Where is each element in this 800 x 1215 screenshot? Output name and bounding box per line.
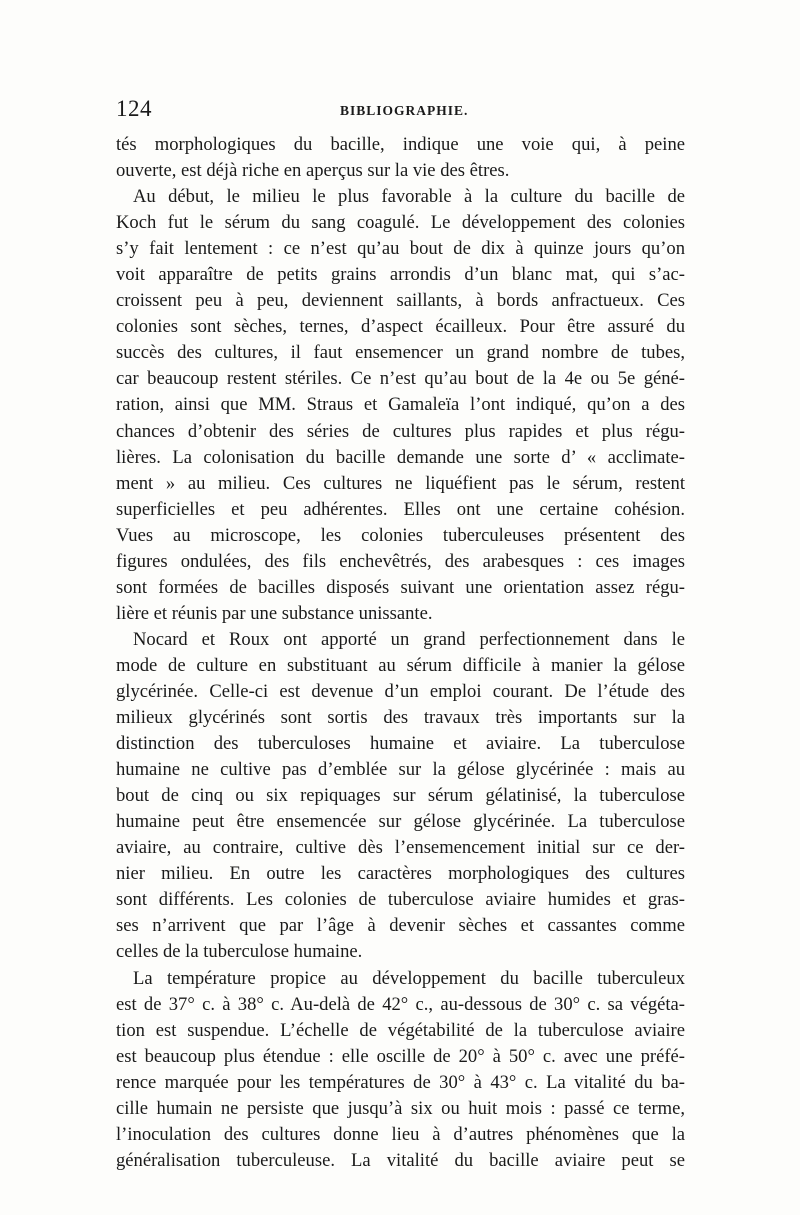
text-line: sont formées de bacilles disposés suivant une orientation assez régu- [116, 576, 685, 598]
text-line: rence marquée pour les températures de 30° à 43° c. La vitalité du ba- [116, 1071, 685, 1093]
text-line: superficielles et peu adhérentes. Elles ont une certaine cohésion. [116, 498, 685, 520]
text-line: croissent peu à peu, deviennent saillants, à bords anfractueux. Ces [116, 290, 685, 312]
text-line: sont différents. Les colonies de tuberculose aviaire humides et gras- [116, 889, 685, 911]
text-line: voit apparaître de petits grains arrondis d’un blanc mat, qui s’ac- [116, 264, 685, 286]
page-header [116, 96, 686, 126]
text-line: est de 37° c. à 38° c. Au-delà de 42° c., au-dessous de 30° c. sa végéta- [116, 993, 685, 1015]
text-line: mode de culture en substituant au sérum difficile à manier la gélose [116, 654, 685, 676]
text-line: succès des cultures, il faut ensemencer un grand nombre de tubes, [116, 342, 685, 364]
text-line: car beaucoup restent stériles. Ce n’est qu’au bout de la 4e ou 5e géné- [116, 368, 685, 390]
text-line: lière et réunis par une substance unissante. [116, 602, 433, 624]
text-line: glycérinée. Celle-ci est devenue d’un emploi courant. De l’étude des [116, 680, 685, 702]
text-line: La température propice au développement du bacille tuberculeux [133, 967, 685, 989]
body-text [116, 132, 685, 1174]
text-line: humaine ne cultive pas d’emblée sur la gélose glycérinée : mais au [116, 759, 685, 781]
text-line: Nocard et Roux ont apporté un grand perfectionnement dans le [133, 628, 685, 650]
text-line: Koch fut le sérum du sang coagulé. Le développement des colonies [116, 212, 685, 234]
text-line: humaine peut être ensemencée sur gélose glycérinée. La tuberculose [116, 811, 685, 833]
text-line: lières. La colonisation du bacille demande une sorte d’ « acclimate- [116, 446, 685, 468]
text-line: ses n’arrivent que par l’âge à devenir sèches et cassantes comme [116, 915, 685, 937]
text-line: aviaire, au contraire, cultive dès l’ensemencement initial sur ce der- [116, 837, 685, 859]
text-line: tés morphologiques du bacille, indique une voie qui, à peine [116, 134, 685, 155]
text-line: figures ondulées, des fils enchevêtrés, des arabesques : ces images [116, 550, 685, 572]
text-line: ouverte, est déjà riche en aperçus sur la vie des êtres. [116, 160, 510, 182]
text-line: ration, ainsi que MM. Straus et Gamaleïa l’ont indiqué, qu’on a des [116, 394, 685, 416]
text-line: s’y fait lentement : ce n’est qu’au bout de dix à quinze jours qu’on [116, 238, 685, 260]
text-line: cille humain ne persiste que jusqu’à six ou huit mois : passé ce terme, [116, 1097, 685, 1119]
text-line: est beaucoup plus étendue : elle oscille de 20° à 50° c. avec une préfé- [116, 1045, 685, 1067]
text-line: Vues au microscope, les colonies tuberculeuses présentent des [116, 524, 685, 546]
text-line: celles de la tuberculose humaine. [116, 941, 363, 963]
text-line: tion est suspendue. L’échelle de végétabilité de la tuberculose aviaire [116, 1019, 685, 1041]
text-line: distinction des tuberculoses humaine et aviaire. La tuberculose [116, 733, 685, 755]
page-number: 124 [116, 96, 152, 121]
text-line: chances d’obtenir des séries de cultures plus rapides et plus régu- [116, 420, 685, 442]
text-line: colonies sont sèches, ternes, d’aspect écailleux. Pour être assuré du [116, 316, 685, 338]
text-line: Au début, le milieu le plus favorable à la culture du bacille de [133, 186, 685, 208]
text-line: ment » au milieu. Ces cultures ne liquéfient pas le sérum, restent [116, 472, 685, 494]
running-head: BIBLIOGRAPHIE. [340, 103, 469, 118]
text-line: milieux glycérinés sont sortis des travaux très importants sur la [116, 707, 685, 729]
text-line: bout de cinq ou six repiquages sur sérum gélatinisé, la tuberculose [116, 785, 685, 807]
text-line: l’inoculation des cultures donne lieu à d’autres phénomènes que la [116, 1123, 685, 1145]
text-line: nier milieu. En outre les caractères morphologiques des cultures [116, 863, 685, 885]
text-line: généralisation tuberculeuse. La vitalité du bacille aviaire peut se [116, 1149, 685, 1171]
